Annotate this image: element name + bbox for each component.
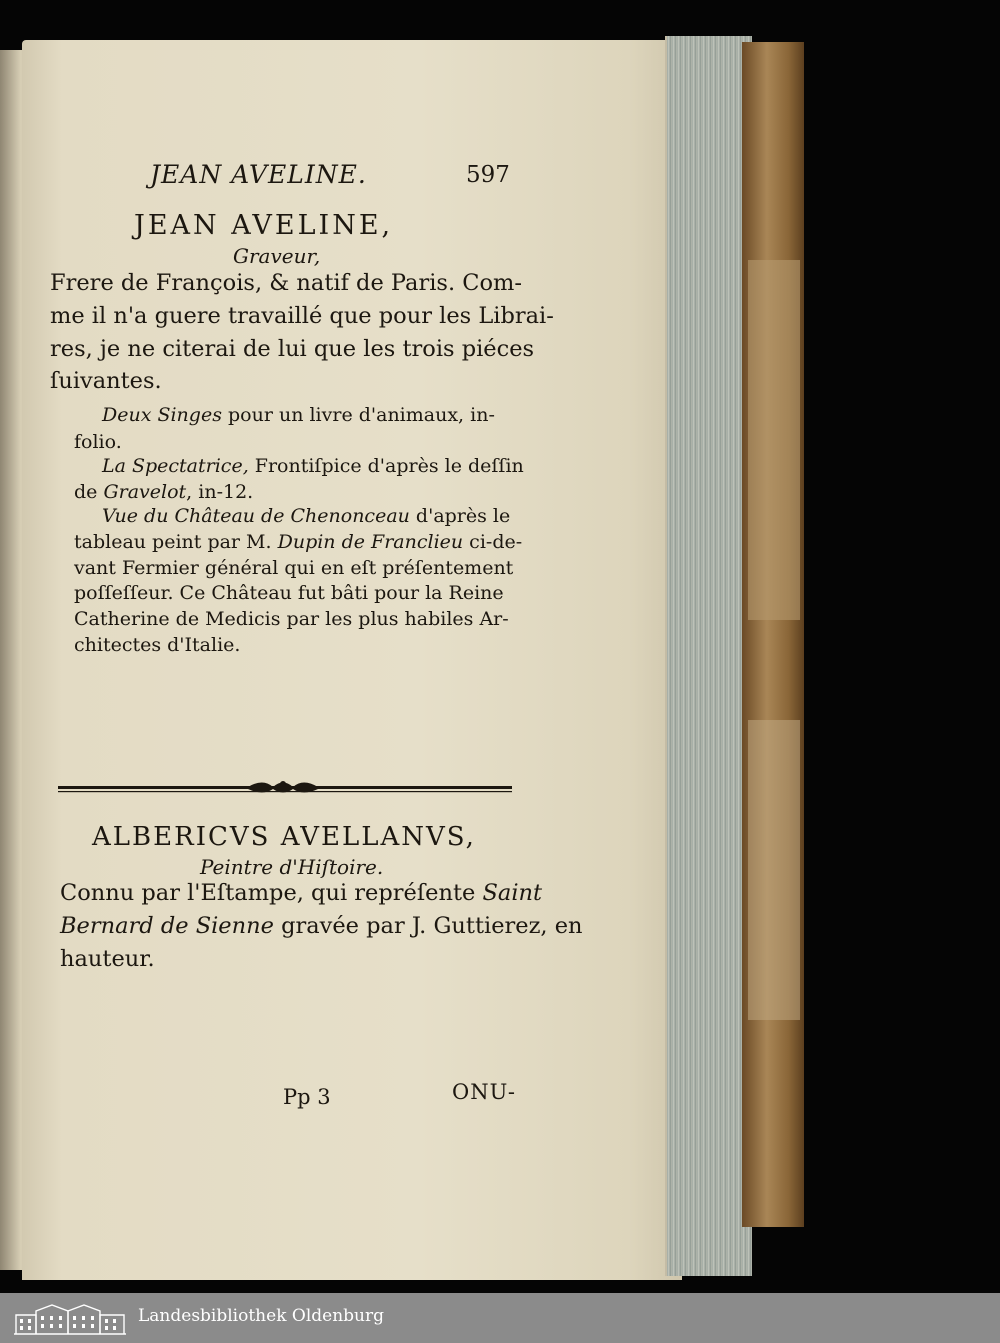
cover-wear-lower: [748, 720, 800, 1020]
body-line: Frere de François, & natif de Paris. Com-: [50, 270, 522, 296]
book-cover: [742, 42, 804, 1227]
running-head: JEAN AVELINE.: [150, 160, 367, 189]
section-divider-ornament: [58, 776, 512, 798]
page-number: 597: [466, 162, 510, 188]
work-text: d'après le: [409, 505, 511, 527]
body-title: Bernard de Sienne: [60, 913, 274, 939]
footer-label: Landesbibliothek Oldenburg: [138, 1306, 385, 1326]
body-line: [60, 913, 583, 939]
work-text: , in-12.: [186, 481, 254, 503]
work-text: de: [74, 481, 104, 503]
work-line: vant Fermier général qui en eſt préſentement: [74, 557, 514, 579]
body-line: [60, 880, 542, 906]
catchword: ONU-: [452, 1080, 517, 1104]
footer-bar: [0, 1293, 1000, 1343]
work-text: pour un livre d'animaux, in-: [221, 404, 495, 426]
body-line: me il n'a guere travaillé que pour les Librai-: [50, 303, 554, 329]
body-text: gravée par J. Guttierez, en: [273, 913, 583, 939]
work-title: Dupin de Franclieu: [277, 531, 464, 553]
work-title: Gravelot: [103, 481, 187, 503]
work-text: tableau peint par M.: [74, 531, 278, 553]
entry-heading: ALBERICVS AVELLANVS,: [92, 822, 476, 852]
work-line: chitectes d'Italie.: [74, 634, 241, 656]
work-line: [102, 455, 524, 477]
body-line: res, je ne citerai de lui que les trois piéces: [50, 336, 535, 362]
entry-subheading: Peintre d'Hiſtoire.: [200, 855, 384, 879]
body-text: Connu par l'Eſtampe, qui repréſente: [60, 880, 483, 906]
library-building-icon: [14, 1301, 126, 1335]
work-text: ci-de-: [463, 531, 523, 553]
work-line: [102, 505, 510, 527]
work-line: [102, 404, 495, 426]
work-line: [74, 531, 522, 553]
body-title: Saint: [482, 880, 543, 906]
work-line: [74, 481, 253, 503]
entry-subheading: Graveur,: [233, 244, 321, 268]
work-line: folio.: [74, 431, 122, 453]
page-block-edges: [665, 36, 752, 1276]
work-line: Catherine de Medicis par les plus habiles Ar-: [74, 608, 509, 630]
work-line: poſſeſſeur. Ce Château fut bâti pour la Reine: [74, 582, 504, 604]
work-title: La Spectatrice,: [102, 455, 249, 477]
work-text: Frontiſpice d'après le deſſin: [248, 455, 524, 477]
body-line: ſuivantes.: [50, 368, 162, 394]
cover-wear: [748, 260, 800, 620]
signature-mark: Pp 3: [283, 1085, 331, 1109]
work-title: Vue du Château de Chenonceau: [102, 505, 410, 527]
work-title: Deux Singes: [102, 404, 222, 426]
body-line: hauteur.: [60, 946, 155, 972]
entry-heading: JEAN AVELINE,: [134, 210, 394, 241]
